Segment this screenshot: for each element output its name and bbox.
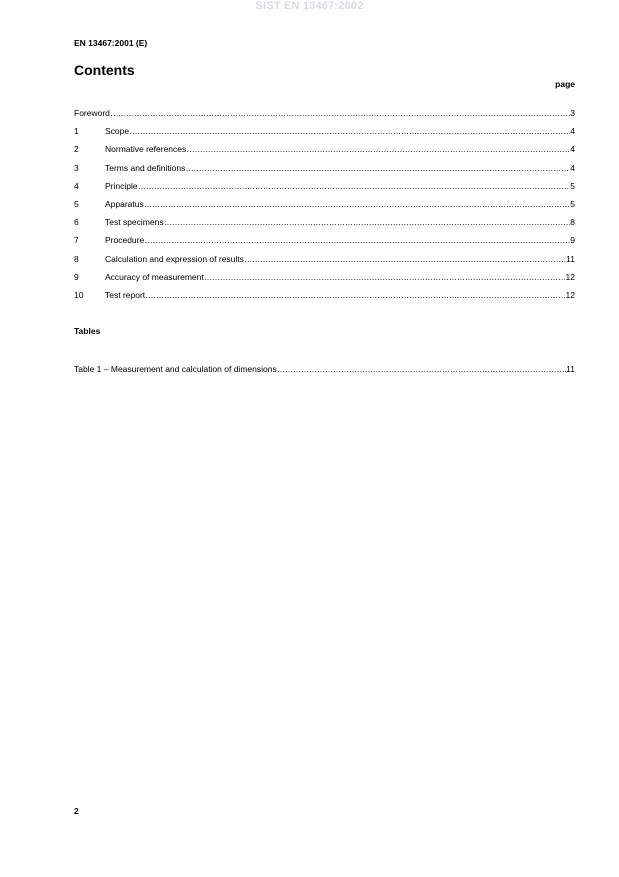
toc-leader-dots [110,108,569,118]
toc-leader-dots [144,199,570,209]
toc-entry[interactable] [74,126,575,144]
document-id: EN 13467:2001 (E) [74,38,148,48]
toc-entry-title: Foreword [74,108,110,118]
toc-entry[interactable] [74,235,575,253]
toc-entry-page: 3 [570,108,575,118]
toc-entry[interactable] [74,181,575,199]
toc-leader-dots [277,364,565,374]
watermark: SIST EN 13467:2002 [255,0,364,12]
toc-entry-number: 7 [74,235,79,246]
toc-entry-title: Test report [105,289,146,300]
table-list-entry[interactable] [74,364,575,382]
toc-entry-page: 8 [570,217,575,228]
toc-entry-number: 3 [74,162,79,173]
toc-leader-dots [244,254,565,264]
toc-entry-number: 5 [74,198,79,209]
toc-entry-page: 4 [570,162,575,173]
toc-leader-dots [130,126,570,136]
toc-leader-dots [138,181,570,191]
toc-entry[interactable] [74,217,575,235]
tables-list [74,364,575,382]
footer-page-number: 2 [74,806,79,816]
toc-entry-page: 4 [570,126,575,137]
table-entry-title: Table 1 – Measurement and calculation of dimensions [74,364,277,374]
toc-entry-title: Apparatus [105,198,144,209]
toc-entry[interactable] [74,254,575,272]
toc-entry-title: Procedure [105,235,145,246]
table-of-contents [74,108,575,308]
toc-leader-dots [186,163,570,173]
toc-entry-page: 4 [570,144,575,155]
toc-entry[interactable] [74,163,575,181]
toc-entry-number: 10 [74,289,84,300]
toc-entry-title: Test specimens [105,217,164,228]
toc-entry-page: 12 [565,271,575,282]
toc-entry-page: 11 [566,253,575,264]
toc-leader-dots [204,272,565,282]
table-entry-page: 11 [566,364,575,374]
toc-entry-title: Terms and definitions [105,162,186,173]
toc-entry-page: 12 [565,289,575,300]
toc-entry-number: 6 [74,217,79,228]
toc-entry[interactable] [74,199,575,217]
toc-entry-page: 9 [570,235,575,246]
toc-entry-number: 9 [74,271,79,282]
toc-entry-title: Calculation and expression of results [105,253,244,264]
page-column-label: page [555,79,575,89]
toc-entry-number: 4 [74,180,79,191]
toc-entry-foreword[interactable] [74,108,575,126]
toc-entry-title: Accuracy of measurement [105,271,204,282]
toc-leader-dots [145,235,570,245]
toc-entry-title: Scope [105,126,130,137]
toc-entry[interactable] [74,290,575,308]
tables-heading: Tables [74,326,101,336]
toc-entry-number: 8 [74,253,79,264]
toc-entry-title: Principle [105,180,138,191]
toc-leader-dots [164,217,570,227]
toc-entry-title: Normative references [105,144,187,155]
toc-leader-dots [187,144,570,154]
toc-entry-page: 5 [570,180,575,191]
toc-entry[interactable] [74,272,575,290]
toc-entry[interactable] [74,144,575,162]
toc-entry-number: 2 [74,144,79,155]
contents-title: Contents [74,62,135,78]
toc-entry-page: 5 [570,198,575,209]
toc-entry-number: 1 [74,126,79,137]
toc-leader-dots [146,290,565,300]
